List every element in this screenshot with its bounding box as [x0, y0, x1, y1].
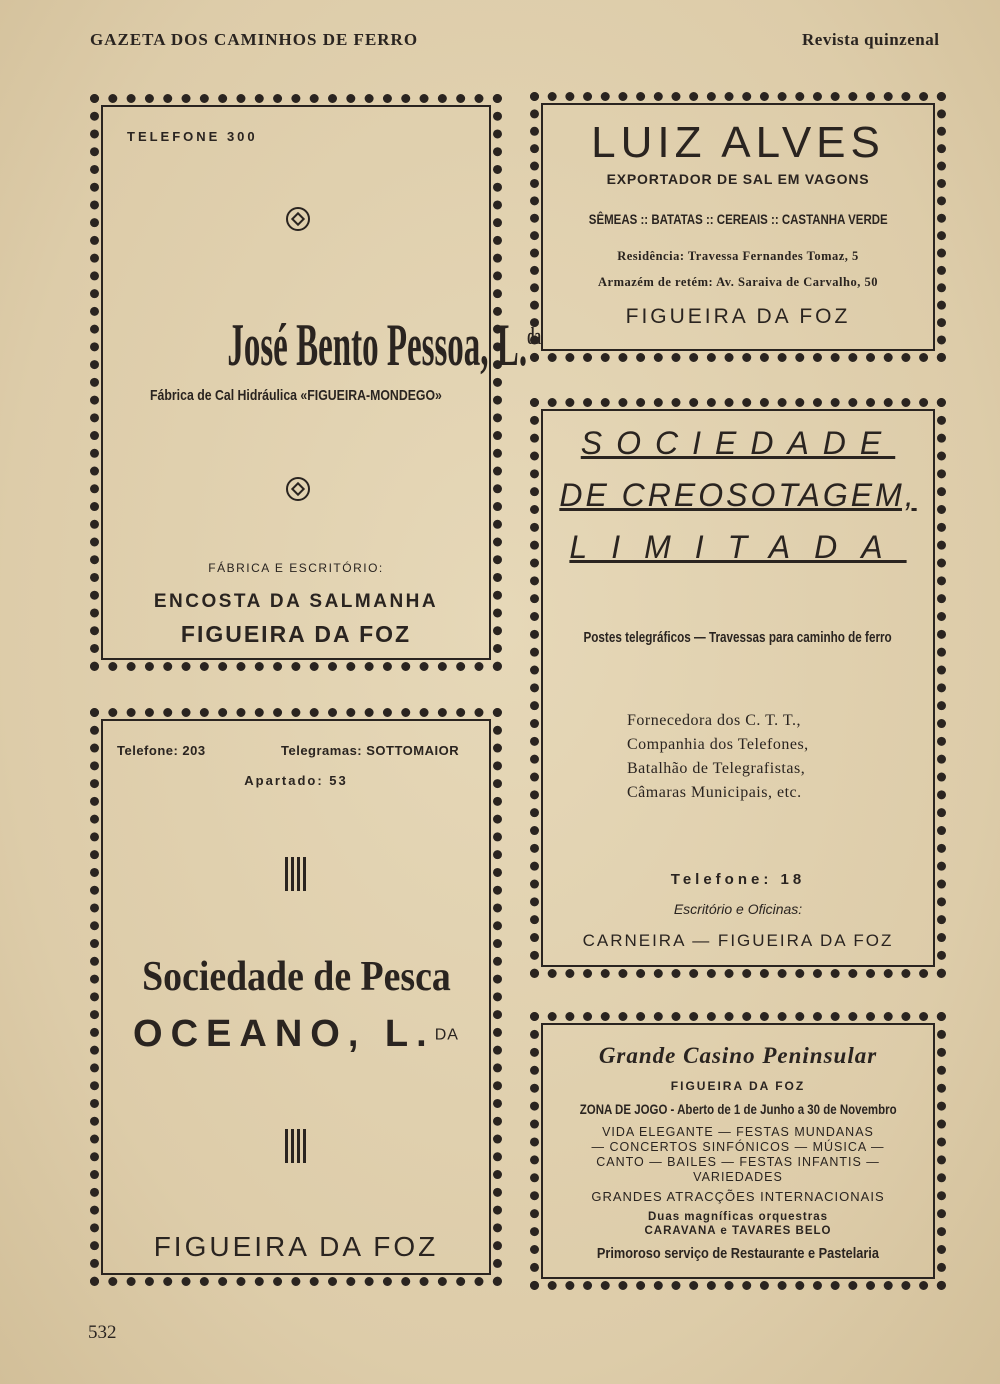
ad-grande-casino-peninsular [530, 1012, 946, 1290]
company-name: Sociedade de Pesca [141, 954, 451, 1000]
supplier-item: Câmaras Municipais, etc. [627, 784, 802, 801]
ad-phone: TELEFONE 300 [127, 129, 258, 144]
ornament-icon [281, 472, 315, 506]
company-name-line-2: DE CREOSOTAGEM, [559, 477, 917, 513]
po-box: Apartado: 53 [244, 773, 348, 788]
ad-jose-bento-pessoa [90, 94, 542, 671]
page-number: 532 [88, 1322, 117, 1343]
ad-sociedade-creosotagem [530, 398, 946, 978]
city: FIGUEIRA DA FOZ [670, 1079, 806, 1093]
suppliers-list [627, 709, 937, 805]
supplier-item: Fornecedora dos C. T. T., [627, 712, 801, 729]
orchestras-line-2: CARAVANA e TAVARES BELO [644, 1225, 832, 1237]
feature-line: — CONCERTOS SINFÓNICOS — MÚSICA — [591, 1140, 885, 1154]
supplier-item: Batalhão de Telegrafistas, [627, 760, 806, 777]
phone: Telefone: 18 [670, 871, 806, 888]
ornament-icon [281, 202, 315, 236]
warehouse-address: Armazém de retém: Av. Saraiva de Carvalho, 50 [598, 275, 878, 289]
attractions: GRANDES ATRACÇÕES INTERNACIONAIS [591, 1189, 885, 1204]
office-label: Escritório e Oficinas: [673, 901, 803, 917]
residence-address: Residência: Travessa Fernandes Tomaz, 5 [617, 249, 859, 263]
feature-line: CANTO — BAILES — FESTAS INFANTIS — [596, 1155, 880, 1169]
address: ENCOSTA DA SALMANHA [153, 591, 439, 612]
city: FIGUEIRA DA FOZ [153, 1231, 439, 1262]
products-line: Postes telegráficos — Travessas para caminho de ferro [583, 629, 893, 646]
casino-title: Grande Casino Peninsular [598, 1043, 878, 1068]
city: FIGUEIRA DA FOZ [625, 305, 851, 328]
company-name: LUIZ ALVES [591, 118, 885, 167]
address: CARNEIRA — FIGUEIRA DA FOZ [582, 931, 894, 950]
company-name-line-3: LIMITADA [569, 529, 907, 565]
company-tagline: EXPORTADOR DE SAL EM VAGONS [606, 171, 870, 187]
office-label: FÁBRICA E ESCRITÓRIO: [208, 561, 384, 575]
company-name-second-line: OCEANO, L.$^{DA}$ [133, 1013, 459, 1055]
ad-luiz-alves [530, 92, 946, 362]
running-header-subtitle: Revista quinzenal [802, 30, 940, 49]
ad-sociedade-de-pesca-oceano [90, 708, 502, 1286]
company-name-suffix: da [527, 324, 542, 350]
service-line: Primoroso serviço de Restaurante e Pastelaria [596, 1245, 880, 1262]
season-line: ZONA DE JOGO - Aberto de 1 de Junho a 30 de Novembro [579, 1101, 897, 1117]
features-list [539, 1125, 937, 1185]
running-header-title: GAZETA DOS CAMINHOS DE FERRO [90, 30, 419, 49]
products-line: SÊMEAS :: BATATAS :: CEREAIS :: CASTANHA VERDE [588, 211, 888, 227]
company-name: José Bento Pessoa, L.$^{da}$ [227, 312, 542, 378]
company-name-suffix: DA [434, 1026, 459, 1044]
phone: Telefone: 203 [117, 743, 206, 758]
feature-line: VARIEDADES [693, 1170, 783, 1184]
ornament-bars-icon [285, 1129, 307, 1163]
orchestras-line-1: Duas magníficas orquestras [647, 1211, 829, 1223]
company-subtitle: Fábrica de Cal Hidráulica «FIGUEIRA-MONDEGO» [150, 387, 442, 404]
ornament-bars-icon [285, 857, 307, 891]
supplier-item: Companhia dos Telefones, [627, 736, 809, 753]
feature-line: VIDA ELEGANTE — FESTAS MUNDANAS [602, 1125, 874, 1139]
city: FIGUEIRA DA FOZ [180, 621, 412, 647]
telegrams: Telegramas: SOTTOMAIOR [281, 743, 460, 758]
company-name-line-1: SOCIEDADE [580, 425, 896, 461]
